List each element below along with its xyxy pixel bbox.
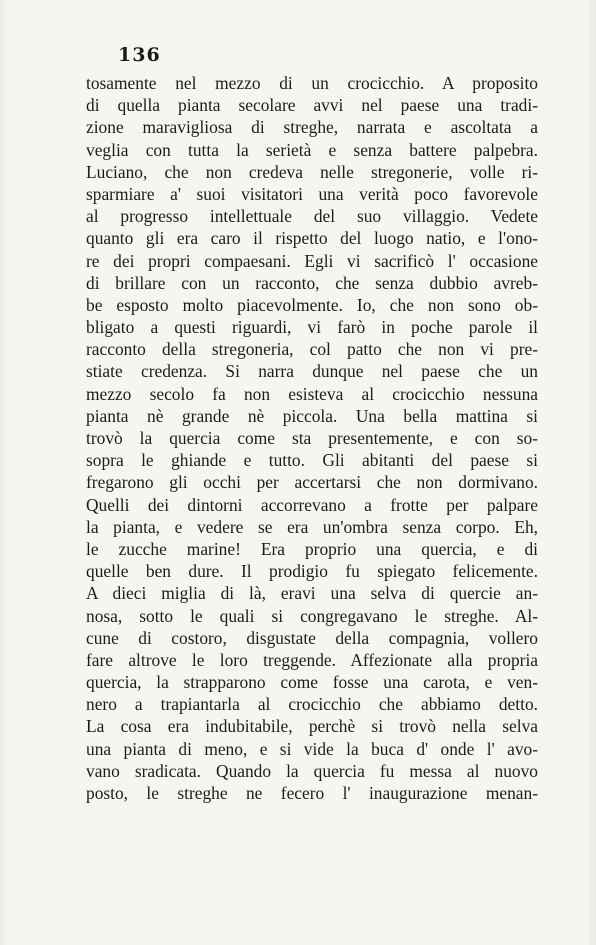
text-line: sparmiare a' suoi visitatori una verità poco favorevole bbox=[86, 183, 538, 204]
text-line: trovò la quercia come sta presentemente, e con so- bbox=[86, 428, 538, 448]
body-text bbox=[86, 72, 538, 804]
text-line: Luciano, che non credeva nelle stregonerie, volle ri- bbox=[86, 161, 538, 182]
text-line: nero a trapiantarla al crocicchio che abbiamo detto. bbox=[86, 694, 538, 715]
text-line: cune di costoro, disgustate della compagnia, vollero bbox=[86, 627, 538, 648]
text-line: fregarono gli occhi per accertarsi che non dormivano. bbox=[86, 472, 538, 493]
text-line: di quella pianta secolare avvi nel paese una tradi- bbox=[86, 95, 538, 116]
text-line: vano sradicata. Quando la quercia fu messa al nuovo bbox=[86, 760, 538, 781]
text-line: nosa, sotto le quali si congregavano le streghe. Al- bbox=[86, 605, 538, 626]
text-line: di brillare con un racconto, che senza dubbio avreb- bbox=[86, 272, 538, 293]
text-line: le zucche marine! Era proprio una quercia, e di bbox=[86, 538, 538, 559]
page-number: 136 bbox=[118, 44, 161, 66]
text-line: be esposto molto piacevolmente. Io, che non sono ob- bbox=[86, 294, 538, 315]
text-line: quercia, la strapparono come fosse una carota, e ven- bbox=[86, 672, 538, 693]
text-line: veglia con tutta la serietà e senza battere palpebra. bbox=[86, 139, 538, 160]
text-line: la pianta, e vedere se era un'ombra senza corpo. Eh, bbox=[86, 516, 538, 537]
text-line: posto, le streghe ne fecero l' inaugurazione menan- bbox=[86, 783, 538, 803]
text-line: Quelli dei dintorni accorrevano a frotte per palpare bbox=[86, 494, 538, 515]
text-line: quanto gli era caro il rispetto del luogo natio, e l'ono- bbox=[86, 228, 538, 249]
text-line: sopra le ghiande e tutto. Gli abitanti del paese si bbox=[86, 450, 538, 471]
text-line: stiate credenza. Si narra dunque nel paese che un bbox=[86, 361, 538, 382]
text-line: re dei propri compaesani. Egli vi sacrificò l' occasione bbox=[86, 250, 538, 271]
text-line: mezzo secolo fa non esisteva al crocicchio nessuna bbox=[86, 383, 538, 404]
text-line: bligato a questi riguardi, vi farò in poche parole il bbox=[86, 317, 538, 338]
text-line: al progresso intellettuale del suo villaggio. Vedete bbox=[86, 206, 538, 227]
text-line: fare altrove le loro treggende. Affezionate alla propria bbox=[86, 649, 538, 670]
text-line: La cosa era indubitabile, perchè si trovò nella selva bbox=[86, 716, 538, 737]
text-line: una pianta di meno, e si vide la buca d' onde l' avo- bbox=[86, 738, 538, 759]
text-line: racconto della stregoneria, col patto che non vi pre- bbox=[86, 339, 538, 360]
page-edge-shadow bbox=[586, 0, 596, 945]
text-line: A dieci miglia di là, eravi una selva di quercie an- bbox=[86, 583, 538, 604]
text-line: tosamente nel mezzo di un crocicchio. A proposito bbox=[86, 73, 538, 93]
text-line: zione maravigliosa di streghe, narrata e ascoltata a bbox=[86, 117, 538, 138]
page-gutter-shadow bbox=[0, 0, 8, 945]
text-line: pianta nè grande nè piccola. Una bella mattina si bbox=[86, 405, 538, 426]
text-line: quelle ben dure. Il prodigio fu spiegato felicemente. bbox=[86, 561, 538, 582]
